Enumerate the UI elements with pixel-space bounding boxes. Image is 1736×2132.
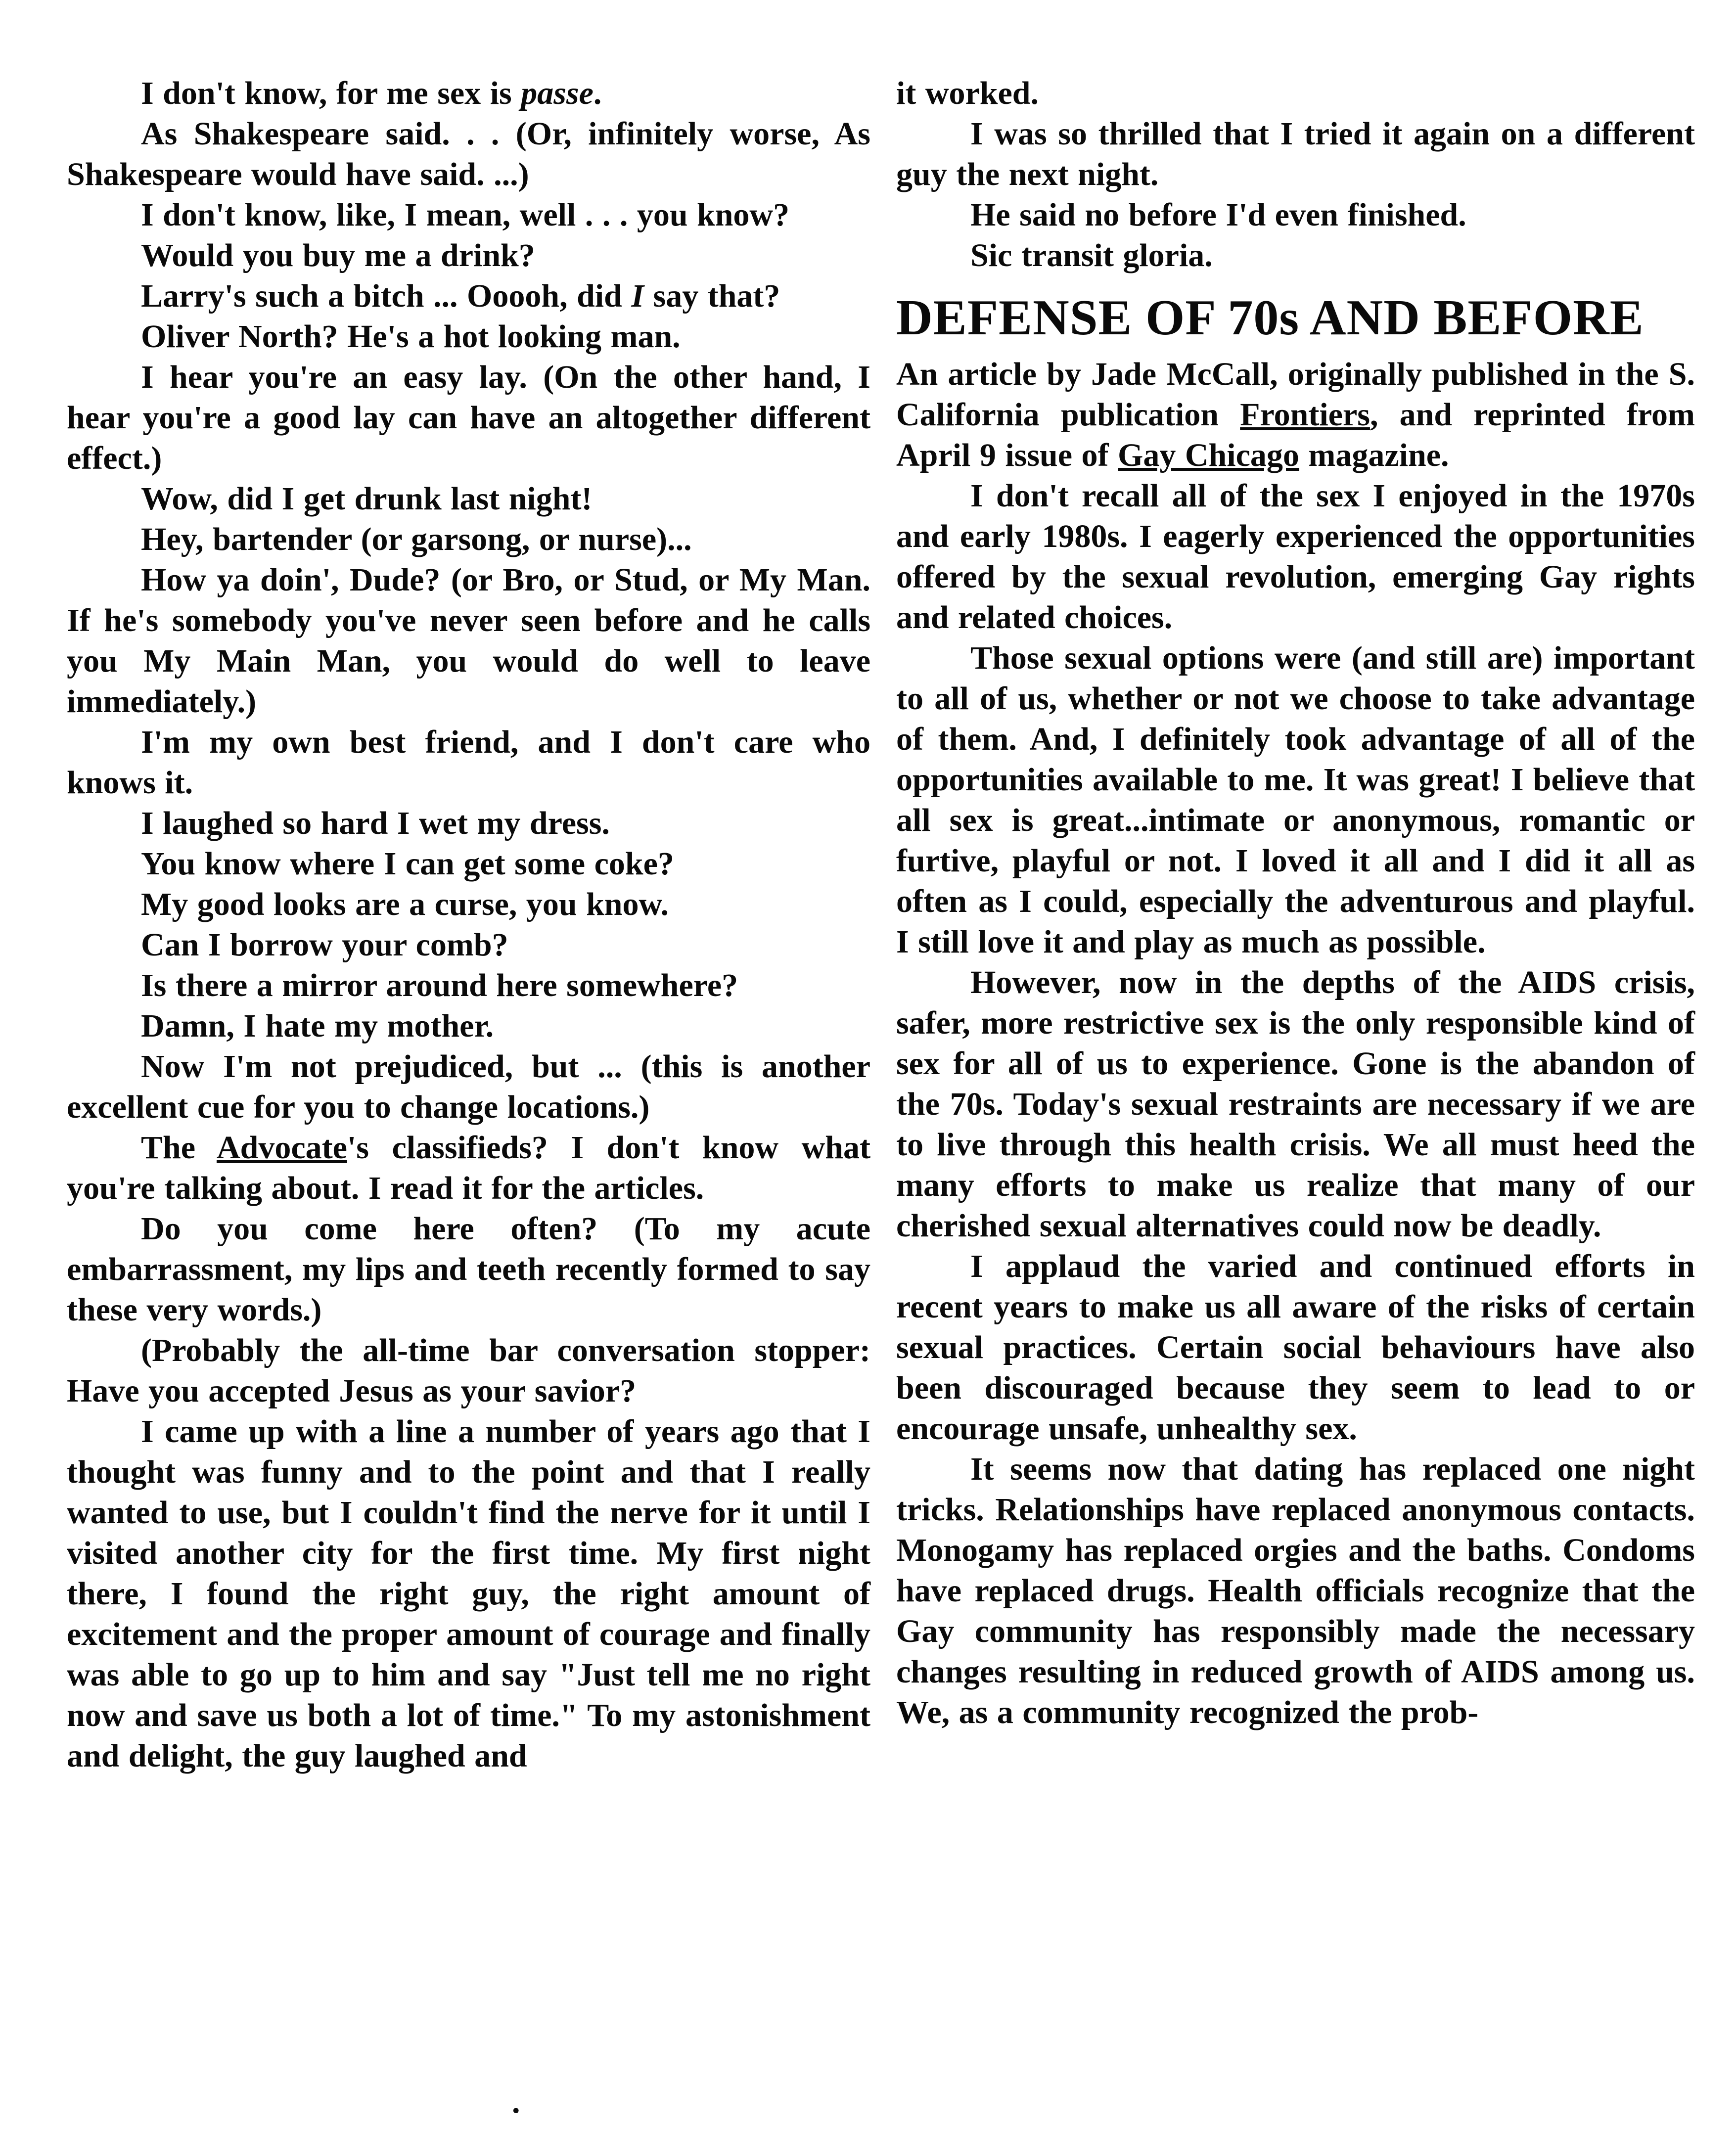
text-segment: , and reprinted from April 9 issue of <box>896 397 1695 473</box>
text-segment: The <box>141 1130 217 1166</box>
paragraph <box>896 114 1695 195</box>
stray-ink-dot: . <box>512 2084 520 2120</box>
text-segment: Would you buy me a drink? <box>141 237 535 273</box>
text-segment: You know where I can get some coke? <box>141 846 674 882</box>
text-segment: Do you come here often? (To my acute embarrassment, my lips and teeth recently formed to say these very words.) <box>67 1211 870 1328</box>
paragraph <box>67 1330 870 1411</box>
paragraph <box>896 1449 1695 1733</box>
text-segment: 's classifieds? I don't know what you're talking about. I read it for the articles. <box>67 1130 870 1206</box>
paragraph <box>67 803 870 844</box>
text-segment: (Probably the all-time bar conversation stopper: Have you accepted Jesus as your savior? <box>67 1332 870 1409</box>
paragraph <box>896 235 1695 276</box>
paragraph <box>67 73 870 114</box>
text-segment: Is there a mirror around here somewhere? <box>141 967 738 1003</box>
left-column <box>67 73 870 1776</box>
text-segment: Advocate <box>216 1130 347 1166</box>
paragraph <box>67 317 870 357</box>
paragraph <box>896 73 1695 114</box>
text-segment: passe <box>521 75 594 111</box>
paragraph <box>67 357 870 479</box>
text-segment: Those sexual options were (and still are) important to all of us, whether or not we choose to take advantage of them. And, I definitely took advantage of all of the opportunities available to me. It was great! I believe that all sex is great...intimate or anonymous, romantic or furtive, playful or not. I loved it all and I did it all as often as I could, especially the adventurous and playful. I still love it and play as much as possible. <box>896 640 1695 960</box>
text-segment: Can I borrow your comb? <box>141 927 508 963</box>
paragraph <box>896 476 1695 638</box>
paragraph <box>67 844 870 884</box>
paragraph <box>67 479 870 519</box>
paragraph <box>896 195 1695 235</box>
article-headline: DEFENSE OF 70s AND BEFORE <box>896 290 1644 346</box>
paragraph <box>896 1246 1695 1449</box>
text-segment: My good looks are a curse, you know. <box>141 886 669 922</box>
paragraph <box>67 235 870 276</box>
paragraph <box>896 354 1695 476</box>
text-segment: Frontiers <box>1240 397 1370 433</box>
text-segment: How ya doin', Dude? (or Bro, or Stud, or My Man. If he's somebody you've never seen before and he calls you My Main Man, you would do well to leave immediately.) <box>67 562 870 720</box>
text-segment: . <box>593 75 602 111</box>
right-column <box>896 73 1695 1733</box>
paragraph <box>67 965 870 1006</box>
text-segment: it worked. <box>896 75 1039 111</box>
text-segment: I laughed so hard I wet my dress. <box>141 805 610 841</box>
paragraph <box>896 638 1695 962</box>
text-segment: I don't know, for me sex is <box>141 75 521 111</box>
paragraph <box>67 884 870 925</box>
text-segment: Now I'm not prejudiced, but ... (this is another excellent cue for you to change locations.) <box>67 1048 870 1125</box>
paragraph <box>67 1209 870 1330</box>
text-segment: Larry's such a bitch ... Ooooh, did <box>141 278 632 314</box>
text-segment: I hear you're an easy lay. (On the other hand, I hear you're a good lay can have an altogether different effect.) <box>67 359 870 476</box>
text-segment: I'm my own best friend, and I don't care who knows it. <box>67 724 870 801</box>
paragraph <box>67 1128 870 1209</box>
text-segment: say that? <box>644 278 780 314</box>
paragraph <box>67 519 870 560</box>
text-segment: Oliver North? He's a hot looking man. <box>141 318 681 355</box>
text-segment: Wow, did I get drunk last night! <box>141 481 593 517</box>
paragraph <box>67 1046 870 1128</box>
text-segment: He said no before I'd even finished. <box>970 197 1466 233</box>
text-segment: magazine. <box>1299 437 1449 473</box>
paragraph <box>67 560 870 722</box>
text-segment: I was so thrilled that I tried it again on a different guy the next night. <box>896 116 1695 192</box>
text-segment: I applaud the varied and continued efforts in recent years to make us all aware of the risks of certain sexual practices. Certain social behaviours have also been discouraged because they seem to lead to or encourage unsafe, unhealthy sex. <box>896 1248 1695 1447</box>
text-segment: Hey, bartender (or garsong, or nurse)... <box>141 521 692 557</box>
text-segment: Gay Chicago <box>1118 437 1299 473</box>
text-segment: I don't recall all of the sex I enjoyed in the 1970s and early 1980s. I eagerly experienced the opportunities offered by the sexual revolution, emerging Gay rights and related choices. <box>896 478 1695 635</box>
paragraph <box>67 1006 870 1046</box>
paragraph <box>67 1411 870 1776</box>
paragraph <box>67 195 870 235</box>
text-segment: It seems now that dating has replaced one night tricks. Relationships have replaced anonymous contacts. Monogamy has replaced orgies and the baths. Condoms have replaced drugs. Health officials recognize that the Gay community has responsibly made the necessary changes resulting in reduced growth of AIDS among us. We, as a community recognized the prob- <box>896 1451 1695 1730</box>
paragraph <box>67 925 870 965</box>
text-segment: I came up with a line a number of years ago that I thought was funny and to the point and that I really wanted to use, but I couldn't find the nerve for it until I visited another city for the first time. My first night there, I found the right guy, the right amount of excitement and the proper amount of courage and finally was able to go up to him and say "Just tell me no right now and save us both a lot of time." To my astonishment and delight, the guy laughed and <box>67 1413 870 1774</box>
text-segment: Sic transit gloria. <box>970 237 1213 273</box>
text-segment: However, now in the depths of the AIDS crisis, safer, more restrictive sex is the only responsible kind of sex for all of us to experience. Gone is the abandon of the 70s. Today's sexual restraints are necessary if we are to live through this health crisis. We all must heed the many efforts to make us realize that many of our cherished sexual alternatives could now be deadly. <box>896 964 1695 1244</box>
text-segment: I don't know, like, I mean, well . . . you know? <box>141 197 790 233</box>
text-segment: As Shakespeare said. . . (Or, infinitely worse, As Shakespeare would have said. ...) <box>67 116 870 192</box>
paragraph <box>67 114 870 195</box>
paragraph <box>67 722 870 803</box>
text-segment: I <box>631 278 644 314</box>
paragraph <box>67 276 870 317</box>
text-segment: An article by Jade McCall, originally published in the S. California publication <box>896 356 1695 433</box>
paragraph <box>896 962 1695 1246</box>
text-segment: Damn, I hate my mother. <box>141 1008 494 1044</box>
